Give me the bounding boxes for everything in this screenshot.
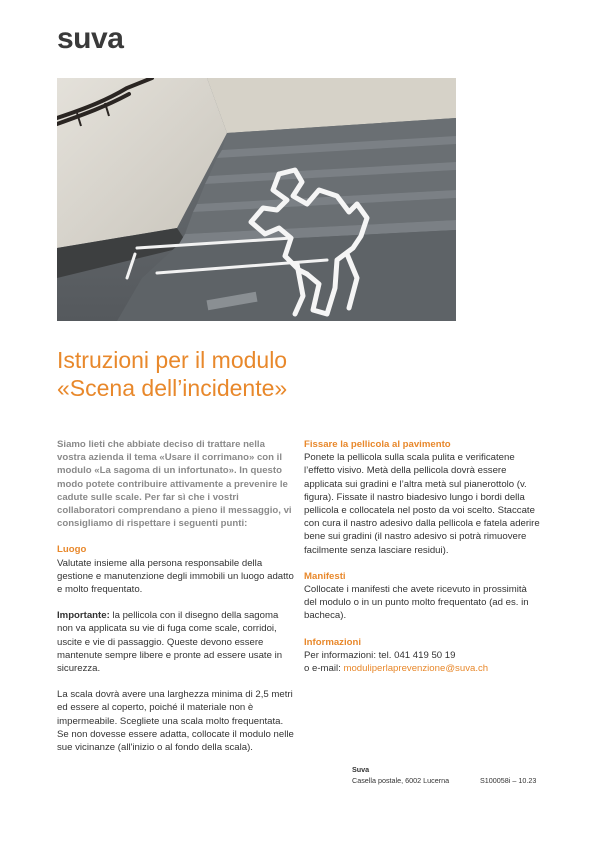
manifesti-text: Collocate i manifesti che avete ricevuto in prossimità del modulo o in un punto molto frequentato (ad es. in bacheca). — [304, 584, 529, 622]
email-link[interactable]: moduliperlaprevenzione@suva.ch — [343, 663, 489, 675]
footer-brand: Suva — [352, 765, 370, 774]
title-line-2: «Scena dell’incidente» — [57, 375, 288, 401]
left-column — [57, 438, 295, 754]
info-email-label: o e-mail: — [304, 663, 344, 675]
fissare-heading: Fissare la pellicola al pavimento — [304, 439, 451, 450]
luogo-text: Valutate insieme alla persona responsabile della gestione e manutenzione degli immobili un luogo adatto e molto frequentato. — [57, 557, 294, 596]
info-heading: Informazioni — [304, 636, 362, 648]
scala-paragraph: La scala dovrà avere una larghezza minima di 2,5 metri ed essere al coperto, poiché il materiale non è impermeabile. Scegliete una scala molto frequentata. Se non dovesse essere adatta, collocate il modulo nelle sue vicinanze (all'inizio o al fondo della scala). — [57, 689, 294, 754]
importante-paragraph — [57, 609, 295, 675]
importante-label: Importante: — [57, 610, 110, 622]
footer-address: Casella postale, 6002 Lucerna — [352, 776, 450, 785]
intro-paragraph: Siamo lieti che abbiate deciso di trattare nella vostra azienda il tema «Usare il corrimano» con il modulo «La sagoma di un infortunato». In questo modo potete contribuire attivamente a prevenire le cadute sulle scale. Per far sì che i vostri collaboratori comprendano a pieno il messaggio, vi consigliamo di rispettare i seguenti punti: — [57, 439, 292, 530]
suva-logo: suva — [57, 22, 124, 55]
manifesti-heading: Manifesti — [304, 570, 346, 582]
footer-code: S100058i – 10.23 — [480, 776, 537, 785]
luogo-heading: Luogo — [57, 544, 87, 556]
title-line-1: Istruzioni per il modulo — [57, 347, 288, 373]
importante-text: la pellicola con il disegno della sagoma non va applicata su vie di fuga come scale, corridoi, uscite e vie di passaggio. Queste devono essere mantenute sempre libere e pronte ad essere usate in sicurezza. — [57, 610, 283, 675]
info-phone: Per informazioni: tel. 041 419 50 19 — [304, 649, 456, 661]
footer — [352, 764, 552, 786]
page-title — [57, 346, 287, 402]
staircase-photo — [57, 78, 456, 321]
right-column — [304, 438, 540, 675]
fissare-text: Ponete la pellicola sulla scala pulita e verificatene l’effetto visivo. Metà della pellicola dovrà essere applicata sui gradini e l’altra metà sul pianerottolo (v. figura). Fissate il nastro biadesivo lungo i bordi della pellicola e collocatela nel posto da voi scelto. Staccate con cura il nastro adesivo dalla pellicola e fatela aderire bene sui gradini (il nastro adesivo si potrà rimuovere facilmente senza lasciare residui). — [304, 452, 540, 556]
info-email-line — [304, 662, 540, 675]
